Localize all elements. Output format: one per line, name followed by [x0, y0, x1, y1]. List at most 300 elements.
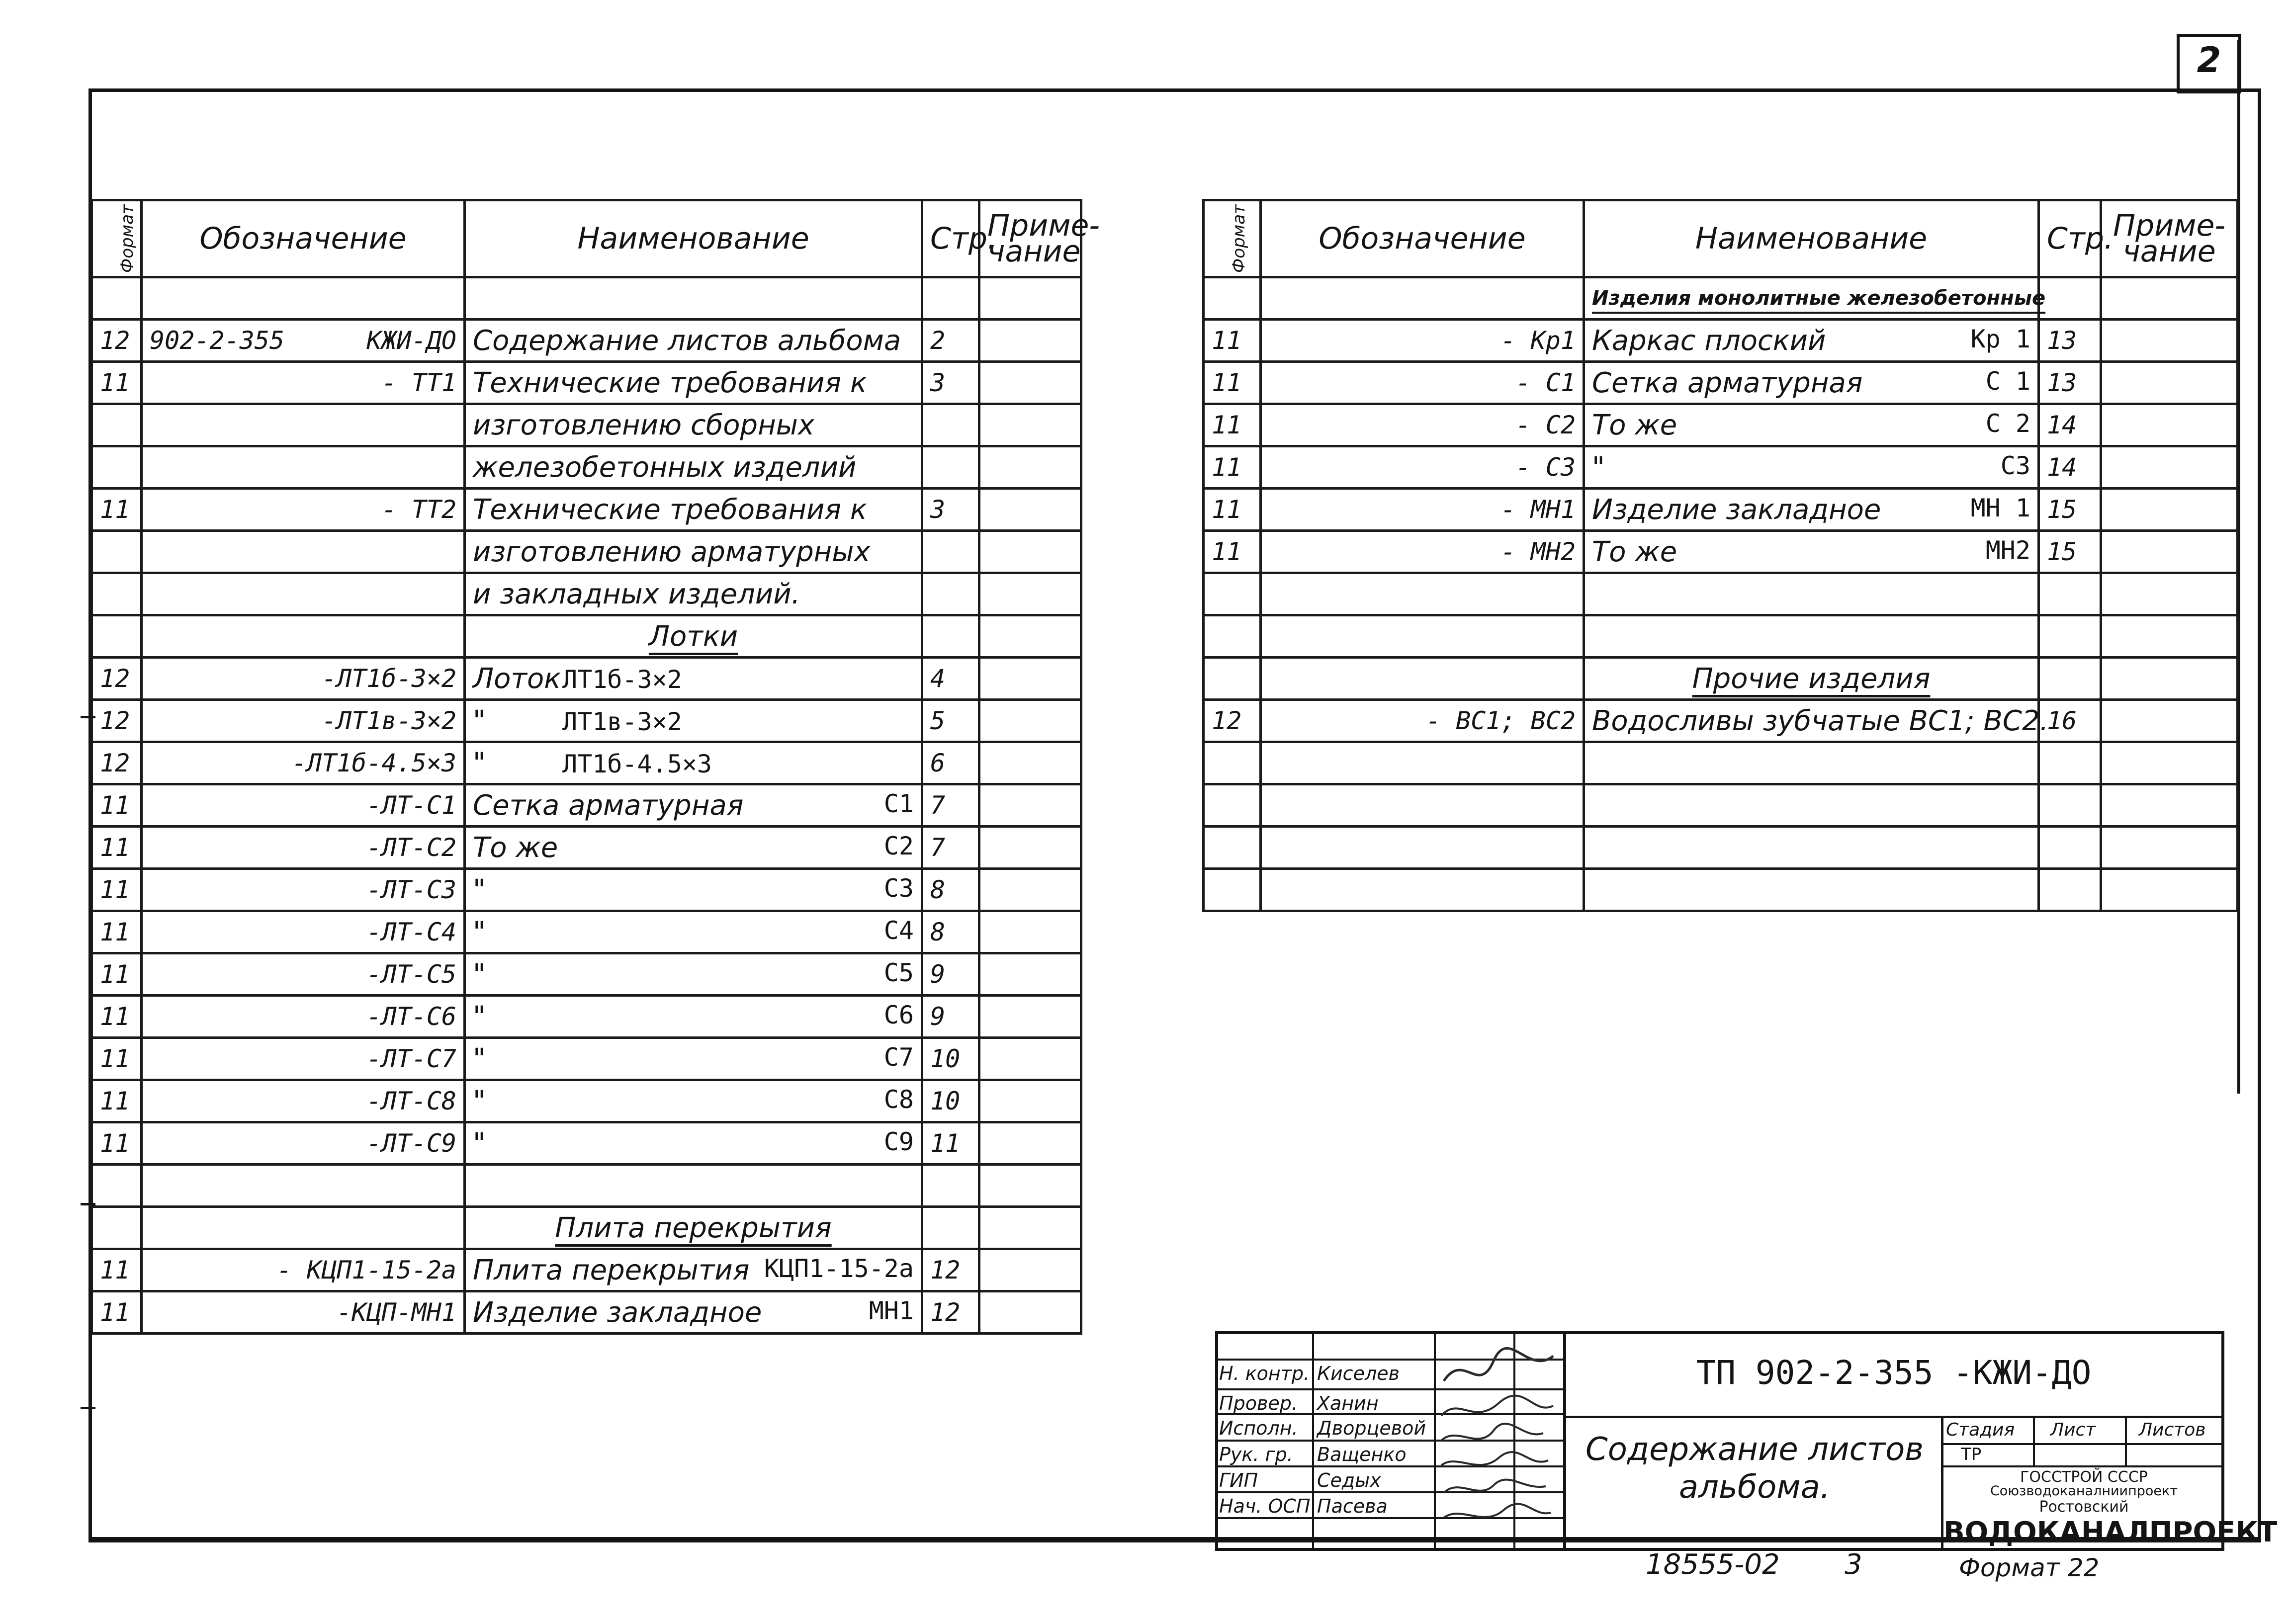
cell-format: 11	[92, 784, 142, 827]
cell-note	[979, 277, 1081, 320]
tb-name: Пасева	[1317, 1495, 1388, 1517]
header-designation: Обозначение	[1261, 200, 1584, 277]
cell-designation: -ЛТ-С6	[142, 996, 465, 1038]
name-text: Каркас плоский	[1592, 324, 1826, 357]
archive-page: 3	[1845, 1548, 1862, 1581]
cell-designation	[1261, 277, 1584, 320]
cell-format	[1204, 742, 1261, 784]
tb-role: Провер.	[1219, 1392, 1298, 1414]
name-code: С 1	[1985, 366, 2030, 396]
tb-role: ГИП	[1219, 1469, 1258, 1491]
signatures	[1434, 1341, 1563, 1550]
name-code: С8	[883, 1085, 914, 1114]
cell-designation	[1261, 658, 1584, 700]
table-row	[92, 404, 1081, 446]
cell-designation: -ЛТ-С7	[142, 1038, 465, 1080]
cell-name	[465, 742, 922, 784]
cell-page: 11	[922, 1122, 979, 1165]
table-row	[92, 1122, 1081, 1165]
cell-note	[979, 784, 1081, 827]
name-mark: ЛТ1б-4.5×3	[562, 749, 712, 778]
cell-designation: - С3	[1261, 446, 1584, 489]
cell-page: 8	[922, 869, 979, 911]
tb-role: Нач. ОСП	[1219, 1495, 1311, 1517]
cell-name	[1584, 489, 2039, 531]
cell-page: 13	[2039, 320, 2101, 362]
tb-name: Ващенко	[1317, 1444, 1407, 1465]
cell-note	[979, 1165, 1081, 1207]
cell-designation	[142, 404, 465, 446]
name-text: Плита перекрытия	[473, 1254, 750, 1286]
name-text: "	[473, 747, 486, 779]
cell-page: 10	[922, 1038, 979, 1080]
cell-page	[922, 573, 979, 615]
tb-role: Н. контр.	[1219, 1363, 1310, 1384]
edge-tick	[81, 1203, 95, 1205]
cell-page: 6	[922, 742, 979, 784]
cell-format	[92, 573, 142, 615]
cell-format: 11	[92, 1080, 142, 1122]
table-row	[92, 1249, 1081, 1291]
cell-format: 11	[92, 1122, 142, 1165]
cell-name	[465, 996, 922, 1038]
cell-page	[2039, 742, 2101, 784]
cell-page: 3	[922, 362, 979, 404]
cell-designation: -ЛТ1в-3×2	[142, 700, 465, 742]
cell-page: 8	[922, 911, 979, 953]
cell-designation: - ТТ1	[142, 362, 465, 404]
cell-page: 13	[2039, 362, 2101, 404]
cell-note	[979, 1080, 1081, 1122]
cell-format: 11	[92, 911, 142, 953]
org-line-3: Ростовский	[2039, 1498, 2129, 1516]
cell-note	[979, 953, 1081, 996]
cell-format	[92, 531, 142, 573]
cell-format: 11	[1204, 446, 1261, 489]
cell-designation: - КЦП1-15-2а	[142, 1249, 465, 1291]
cell-name	[465, 658, 922, 700]
tb-rule	[2033, 1416, 2035, 1467]
cell-name: Плита перекрытия	[465, 1207, 922, 1249]
header-designation: Обозначение	[142, 200, 465, 277]
table-row	[92, 277, 1081, 320]
cell-designation: - С2	[1261, 404, 1584, 446]
table-row	[92, 489, 1081, 531]
org-line-2: Союзводоканалниипроект	[1990, 1483, 2178, 1499]
doc-title: Содержание листов альбома.	[1585, 1431, 1924, 1506]
name-code: С7	[883, 1042, 914, 1072]
cell-format	[1204, 658, 1261, 700]
table-row	[1204, 277, 2238, 320]
cell-name	[465, 784, 922, 827]
cell-format	[1204, 615, 1261, 658]
cell-note	[2101, 320, 2238, 362]
name-code: МН1	[869, 1296, 914, 1325]
cell-name	[465, 1080, 922, 1122]
cell-format: 11	[92, 996, 142, 1038]
table-row	[1204, 615, 2238, 658]
cell-designation: -ЛТ-С9	[142, 1122, 465, 1165]
cell-page: 4	[922, 658, 979, 700]
header-note-line: чание	[2122, 234, 2216, 269]
name-text: То же	[1592, 535, 1677, 568]
cell-format: 11	[92, 1249, 142, 1291]
table-row	[1204, 700, 2238, 742]
cell-page: 10	[922, 1080, 979, 1122]
header-note-line: Приме-	[2113, 208, 2226, 243]
name-code: С4	[883, 916, 914, 945]
cell-page: 9	[922, 996, 979, 1038]
table-row	[92, 573, 1081, 615]
table-row	[1204, 827, 2238, 869]
table-row	[92, 320, 1081, 362]
cell-note	[979, 869, 1081, 911]
cell-name	[1584, 742, 2039, 784]
header-note-line: чание	[987, 234, 1081, 269]
cell-page: 15	[2039, 489, 2101, 531]
cell-note	[2101, 573, 2238, 615]
name-text: "	[473, 873, 486, 906]
cell-name	[1584, 320, 2039, 362]
cell-note	[979, 573, 1081, 615]
table-row	[92, 827, 1081, 869]
cell-page: 7	[922, 784, 979, 827]
cell-name: Технические требования к	[465, 362, 922, 404]
header-note-line: Приме-	[987, 208, 1100, 243]
cell-note	[979, 320, 1081, 362]
cell-note	[979, 1122, 1081, 1165]
table-row	[92, 742, 1081, 784]
cell-name: железобетонных изделий	[465, 446, 922, 489]
tb-name: Киселев	[1317, 1363, 1400, 1384]
cell-name: и закладных изделий.	[465, 573, 922, 615]
name-mark: ЛТ1в-3×2	[562, 707, 682, 736]
cell-note	[2101, 742, 2238, 784]
cell-page: 14	[2039, 446, 2101, 489]
cell-format: 11	[1204, 362, 1261, 404]
cell-format: 11	[92, 362, 142, 404]
table-row	[1204, 489, 2238, 531]
table-row	[92, 996, 1081, 1038]
stage-label: Стадия	[1946, 1420, 2015, 1440]
name-text: Изделие закладное	[473, 1296, 762, 1329]
table-row	[1204, 531, 2238, 573]
cell-name: Содержание листов альбома	[465, 320, 922, 362]
cell-name: Технические требования к	[465, 489, 922, 531]
table-row	[92, 953, 1081, 996]
cell-page: 5	[922, 700, 979, 742]
cell-page: 3	[922, 489, 979, 531]
cell-name: Прочие изделия	[1584, 658, 2039, 700]
sheet-label: Лист	[2050, 1420, 2096, 1440]
cell-page: 2	[922, 320, 979, 362]
name-text: Изделие закладное	[1592, 493, 1881, 526]
header-name: Наименование	[1584, 200, 2039, 277]
name-code: С5	[883, 958, 914, 987]
cell-format	[1204, 573, 1261, 615]
cell-name	[465, 911, 922, 953]
cell-page	[922, 531, 979, 573]
name-text: "	[473, 1042, 486, 1075]
name-code: С9	[883, 1127, 914, 1156]
table-row	[92, 531, 1081, 573]
cell-format: 11	[1204, 404, 1261, 446]
cell-note	[979, 404, 1081, 446]
cell-name	[1584, 404, 2039, 446]
name-code: КЦП1-15-2а	[764, 1254, 914, 1283]
cell-format: 11	[92, 827, 142, 869]
cell-format: 11	[92, 869, 142, 911]
cell-designation	[1261, 827, 1584, 869]
cell-format: 12	[92, 742, 142, 784]
title-block	[1215, 1331, 2278, 1551]
name-code: Кр 1	[1970, 324, 2030, 353]
cell-page	[2039, 615, 2101, 658]
cell-page: 12	[922, 1249, 979, 1291]
cell-note	[979, 911, 1081, 953]
tb-rule	[1941, 1443, 2224, 1445]
cell-note	[2101, 869, 2238, 911]
cell-format	[92, 446, 142, 489]
name-text: Сетка арматурная	[473, 789, 744, 822]
edge-tick	[81, 716, 95, 718]
cell-name: Изделия монолитные железобетонные	[1584, 277, 2039, 320]
cell-note	[979, 1038, 1081, 1080]
name-code: С2	[883, 831, 914, 860]
cell-name	[465, 1122, 922, 1165]
cell-designation: -ЛТ-С2	[142, 827, 465, 869]
cell-note	[2101, 489, 2238, 531]
name-code: С3	[2000, 451, 2030, 480]
cell-format: 11	[92, 1038, 142, 1080]
header-page: Стр.	[2039, 200, 2101, 277]
cell-designation: - ТТ2	[142, 489, 465, 531]
org-line-4: ВОДОКАНАЛПРОЕКТ	[1943, 1516, 2278, 1548]
table-row	[92, 1038, 1081, 1080]
cell-note	[2101, 658, 2238, 700]
cell-format: 11	[92, 489, 142, 531]
cell-note	[979, 489, 1081, 531]
tb-role: Рук. гр.	[1219, 1444, 1293, 1465]
cell-format	[92, 404, 142, 446]
table-row	[92, 615, 1081, 658]
header-page: Стр.	[922, 200, 979, 277]
table-row	[1204, 446, 2238, 489]
name-text: "	[473, 916, 486, 948]
name-code: С 2	[1985, 409, 2030, 438]
cell-name	[1584, 784, 2039, 827]
cell-designation: - С1	[1261, 362, 1584, 404]
cell-designation: -ЛТ-С3	[142, 869, 465, 911]
cell-format	[92, 1165, 142, 1207]
cell-format: 11	[92, 1291, 142, 1334]
cell-name	[1584, 573, 2039, 615]
table-row	[1204, 404, 2238, 446]
cell-name	[1584, 869, 2039, 911]
cell-format: 11	[1204, 489, 1261, 531]
cell-note	[979, 362, 1081, 404]
cell-name	[1584, 827, 2039, 869]
cell-name: изготовлению арматурных	[465, 531, 922, 573]
table-row	[1204, 869, 2238, 911]
cell-name	[465, 953, 922, 996]
name-text: То же	[1592, 409, 1677, 441]
cell-designation: -ЛТ-С1	[142, 784, 465, 827]
cell-designation: - ВС1; ВС2	[1261, 700, 1584, 742]
cell-designation: -ЛТ-С4	[142, 911, 465, 953]
header-format: Формат	[1204, 200, 1261, 277]
name-code: МН2	[1985, 535, 2030, 565]
cell-name	[465, 1165, 922, 1207]
table-row	[92, 784, 1081, 827]
table-row	[1204, 573, 2238, 615]
cell-designation: - МН2	[1261, 531, 1584, 573]
designation-code: КЖИ-ДО	[366, 326, 456, 355]
name-text: То же	[473, 831, 558, 864]
header-format: Формат	[92, 200, 142, 277]
name-text: "	[473, 1000, 486, 1033]
cell-format: 11	[1204, 320, 1261, 362]
cell-note	[2101, 446, 2238, 489]
cell-note	[2101, 827, 2238, 869]
cell-designation	[1261, 615, 1584, 658]
table-row	[92, 911, 1081, 953]
cell-page	[2039, 784, 2101, 827]
cell-note	[2101, 277, 2238, 320]
cell-designation: -ЛТ-С5	[142, 953, 465, 996]
cell-designation: -ЛТ-С8	[142, 1080, 465, 1122]
tb-rule	[1941, 1465, 2224, 1467]
cell-designation	[142, 615, 465, 658]
format-label: Формат 22	[1959, 1553, 2100, 1582]
cell-page: 7	[922, 827, 979, 869]
table-row	[92, 700, 1081, 742]
cell-name	[1584, 362, 2039, 404]
cell-designation	[142, 573, 465, 615]
name-text: "	[1592, 451, 1605, 484]
cell-format	[92, 277, 142, 320]
table-header-row	[92, 200, 1081, 277]
table-row	[1204, 658, 2238, 700]
sheets-label: Листов	[2139, 1420, 2206, 1440]
cell-designation: - МН1	[1261, 489, 1584, 531]
name-mark: ЛТ1б-3×2	[562, 665, 682, 694]
cell-designation	[1261, 573, 1584, 615]
cell-note	[2101, 615, 2238, 658]
tb-rule	[2125, 1416, 2127, 1467]
cell-note	[2101, 362, 2238, 404]
cell-designation	[142, 446, 465, 489]
cell-designation	[142, 1165, 465, 1207]
cell-note	[979, 1249, 1081, 1291]
cell-format: 12	[1204, 700, 1261, 742]
cell-name: Лотки	[465, 615, 922, 658]
cell-designation: -ЛТ1б-3×2	[142, 658, 465, 700]
cell-format	[92, 1207, 142, 1249]
cell-name	[465, 700, 922, 742]
cell-note	[2101, 700, 2238, 742]
name-code: С3	[883, 873, 914, 903]
cell-name	[1584, 446, 2039, 489]
cell-note	[979, 742, 1081, 784]
cell-note	[979, 531, 1081, 573]
cell-name	[1584, 615, 2039, 658]
table-header-row	[1204, 200, 2238, 277]
cell-designation	[142, 320, 465, 362]
cell-format: 11	[1204, 531, 1261, 573]
table-row	[92, 869, 1081, 911]
cell-page: 16	[2039, 700, 2101, 742]
cell-note	[979, 446, 1081, 489]
cell-note	[979, 827, 1081, 869]
cell-format	[92, 615, 142, 658]
cell-page	[2039, 277, 2101, 320]
name-code: МН 1	[1970, 493, 2030, 522]
stage-value: ТР	[1961, 1445, 1982, 1464]
cell-designation	[1261, 784, 1584, 827]
cell-page	[2039, 869, 2101, 911]
sheet-number: 2	[2197, 40, 2221, 81]
table-row	[92, 362, 1081, 404]
cell-format	[1204, 869, 1261, 911]
org-line-1: ГОССТРОЙ СССР	[2020, 1468, 2148, 1486]
cell-name: Водосливы зубчатые ВС1; ВС2.	[1584, 700, 2039, 742]
cell-name	[465, 1249, 922, 1291]
cell-page	[922, 615, 979, 658]
table-row	[92, 1291, 1081, 1334]
cell-page: 12	[922, 1291, 979, 1334]
cell-page: 9	[922, 953, 979, 996]
tb-name: Дворцевой	[1317, 1417, 1426, 1439]
cell-designation	[1261, 742, 1584, 784]
cell-name	[465, 277, 922, 320]
cell-format	[1204, 277, 1261, 320]
name-text: "	[473, 704, 486, 737]
name-text: Сетка арматурная	[1592, 366, 1863, 399]
cell-note	[979, 996, 1081, 1038]
cell-page	[2039, 573, 2101, 615]
cell-name	[465, 1291, 922, 1334]
cell-designation	[142, 531, 465, 573]
cell-name	[1584, 531, 2039, 573]
cell-page: 14	[2039, 404, 2101, 446]
header-name: Наименование	[465, 200, 922, 277]
table-row	[92, 1207, 1081, 1249]
cell-format: 12	[92, 320, 142, 362]
name-code: С1	[883, 789, 914, 818]
cell-note	[979, 1207, 1081, 1249]
name-text: "	[473, 1127, 486, 1160]
cell-designation	[142, 1207, 465, 1249]
cell-page: 15	[2039, 531, 2101, 573]
cell-designation: -ЛТ1б-4.5×3	[142, 742, 465, 784]
cell-page	[2039, 658, 2101, 700]
name-text: "	[473, 958, 486, 991]
cell-format: 12	[92, 700, 142, 742]
header-note	[2101, 200, 2238, 277]
table-row	[1204, 362, 2238, 404]
cell-page	[922, 1165, 979, 1207]
cell-note	[979, 658, 1081, 700]
table-row	[92, 446, 1081, 489]
cell-page	[2039, 827, 2101, 869]
cell-page	[922, 277, 979, 320]
table-row	[92, 1080, 1081, 1122]
cell-note	[979, 1291, 1081, 1334]
cell-name: изготовлению сборных	[465, 404, 922, 446]
doc-code: ТП 902-2-355 -КЖИ-ДО	[1696, 1354, 2092, 1392]
cell-designation: -КЦП-МН1	[142, 1291, 465, 1334]
